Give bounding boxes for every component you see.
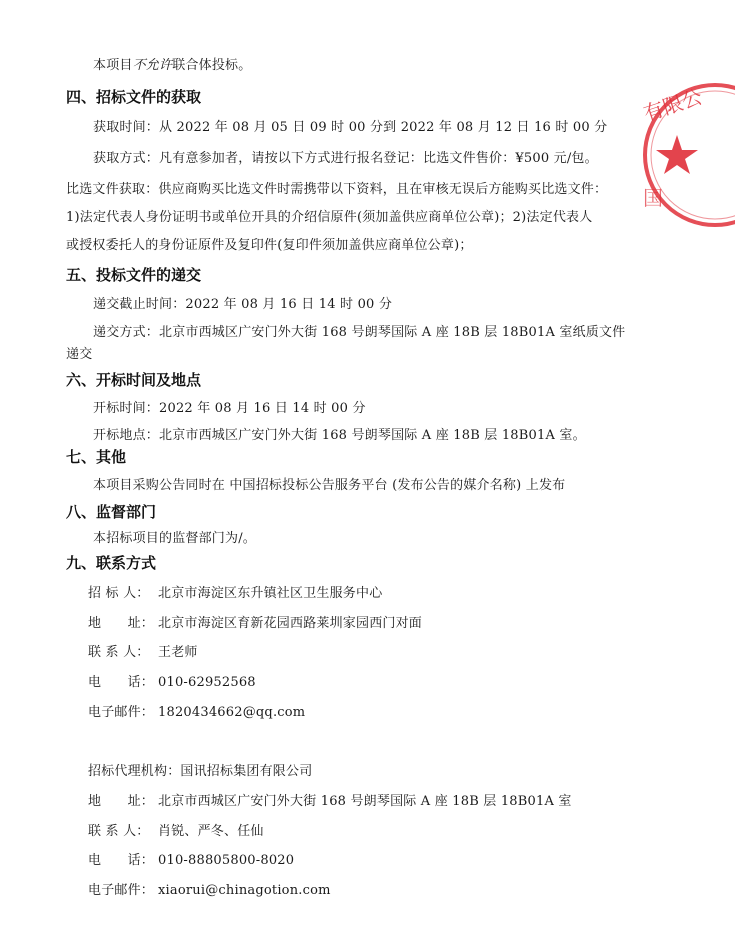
agency-value: 国讯招标集团有限公司 xyxy=(180,764,313,779)
agency-address-row xyxy=(88,794,572,810)
agency-phone-row xyxy=(88,853,294,869)
supervision-note: 本招标项目的监督部门为/。 xyxy=(93,531,256,546)
consortium-line-emphasis: 不允许 xyxy=(132,58,173,73)
section-7-heading: 七、其他 xyxy=(66,448,127,466)
consortium-line xyxy=(93,58,251,74)
submission-method-line-1: 递交方式：北京市西城区广安门外大街 168 号朗琴国际 A 座 18B 层 18B01A 室纸质文件 xyxy=(93,325,626,340)
tenderer-contact-label: 联 系 人： xyxy=(88,645,150,660)
section-6-heading: 六、开标时间及地点 xyxy=(66,371,202,389)
submission-method-line-2: 递交 xyxy=(66,347,93,362)
agency-email-label: 电子邮件： xyxy=(88,883,155,898)
section-4-heading: 四、招标文件的获取 xyxy=(66,88,202,106)
agency-address-label: 地 址： xyxy=(88,794,155,809)
tenderer-phone-label: 电 话： xyxy=(88,675,155,690)
agency-address-value: 北京市西城区广安门外大街 168 号朗琴国际 A 座 18B 层 18B01A 室 xyxy=(158,794,572,809)
agency-contact-label: 联 系 人： xyxy=(88,824,150,839)
agency-phone-label: 电 话： xyxy=(88,853,155,868)
tenderer-phone-value: 010-62952568 xyxy=(158,675,256,690)
agency-row xyxy=(88,764,312,780)
tenderer-contact-value: 王老师 xyxy=(158,645,198,660)
tenderer-email-row xyxy=(88,705,305,721)
acquisition-time: 获取时间：从 2022 年 08 月 05 日 09 时 00 分到 2022 年 08 月 12 日 16 时 00 分 xyxy=(93,120,608,135)
section-5-heading: 五、投标文件的递交 xyxy=(66,266,202,284)
acquisition-requirements-line-1: 比选文件获取：供应商购买比选文件时需携带以下资料，且在审核无误后方能购买比选文件： xyxy=(66,182,608,197)
tenderer-label: 招 标 人： xyxy=(88,586,150,601)
seal-text-top: 有限公 xyxy=(640,84,706,126)
tenderer-address-value: 北京市海淀区育新花园西路莱圳家园西门对面 xyxy=(158,616,423,631)
tenderer-email-label: 电子邮件： xyxy=(88,705,155,720)
agency-phone-value: 010-88805800-8020 xyxy=(158,853,295,868)
agency-label: 招标代理机构： xyxy=(88,764,181,779)
star-icon xyxy=(656,135,698,174)
agency-contact-row xyxy=(88,824,264,840)
tenderer-contact-row xyxy=(88,645,198,661)
agency-contact-value: 肖锐、严冬、任仙 xyxy=(158,824,264,839)
tenderer-address-label: 地 址： xyxy=(88,616,155,631)
consortium-line-post: 联合体投标。 xyxy=(172,58,252,73)
acquisition-method: 获取方式：凡有意参加者，请按以下方式进行报名登记：比选文件售价：¥500 元/包。 xyxy=(93,151,598,166)
tenderer-email-value[interactable]: 1820434662@qq.com xyxy=(158,705,306,720)
opening-time: 开标时间：2022 年 08 月 16 日 14 时 00 分 xyxy=(93,401,366,416)
section-8-heading: 八、监督部门 xyxy=(66,503,157,521)
agency-email-row xyxy=(88,883,331,899)
tenderer-value: 北京市海淀区东升镇社区卫生服务中心 xyxy=(158,586,383,601)
consortium-line-pre: 本项目 xyxy=(93,58,133,73)
acquisition-requirements-line-2: 1)法定代表人身份证明书或单位开具的介绍信原件(须加盖供应商单位公章)；2)法定代表人 xyxy=(66,210,593,225)
tenderer-row xyxy=(88,586,382,602)
opening-place: 开标地点：北京市西城区广安门外大街 168 号朗琴国际 A 座 18B 层 18B01A 室。 xyxy=(93,428,586,443)
agency-email-value[interactable]: xiaorui@chinagotion.com xyxy=(158,883,331,898)
tenderer-address-row xyxy=(88,616,422,632)
company-seal-stamp xyxy=(615,80,735,230)
submission-deadline: 递交截止时间：2022 年 08 月 16 日 14 时 00 分 xyxy=(93,297,393,312)
tenderer-phone-row xyxy=(88,675,256,691)
section-9-heading: 九、联系方式 xyxy=(66,554,157,572)
publication-note: 本项目采购公告同时在 中国招标投标公告服务平台 (发布公告的媒介名称) 上发布 xyxy=(93,478,566,493)
seal-text-bottom: 国 xyxy=(643,186,663,210)
acquisition-requirements-line-3: 或授权委托人的身份证原件及复印件(复印件须加盖供应商单位公章)； xyxy=(66,238,473,253)
